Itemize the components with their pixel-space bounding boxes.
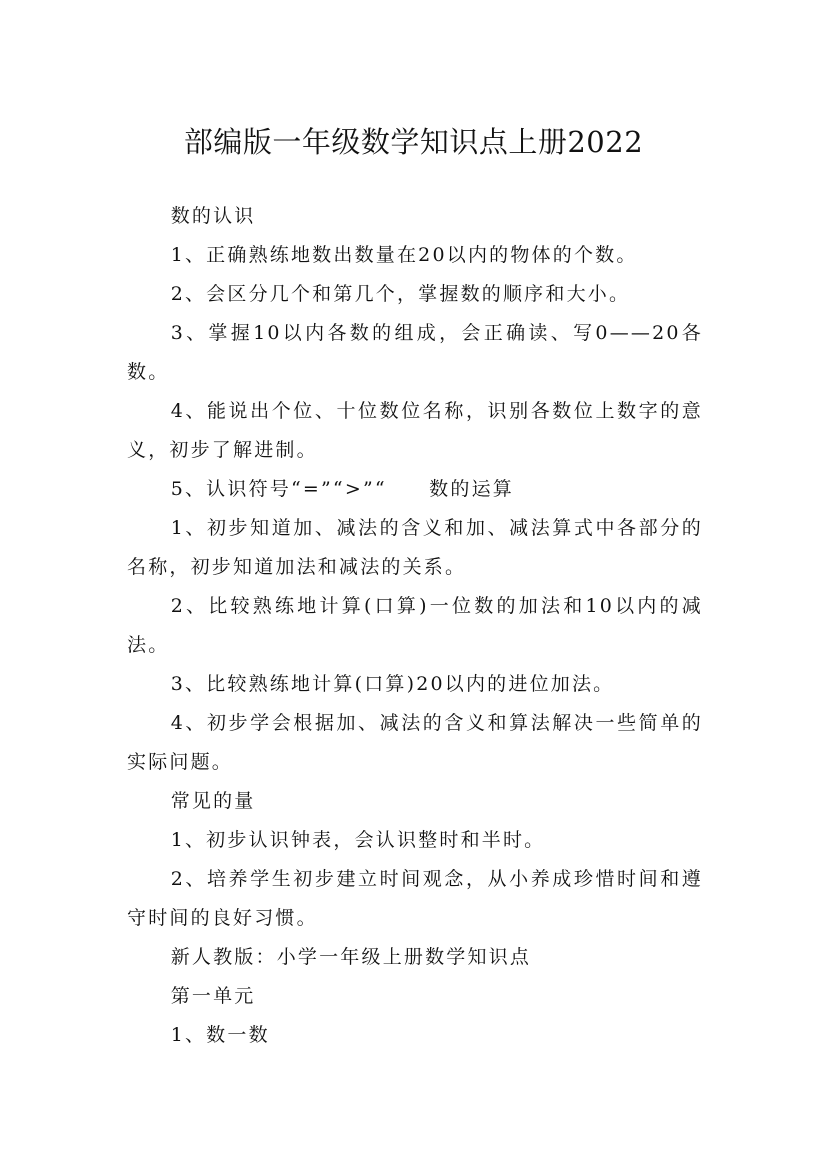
paragraph-subtitle: 新人教版：小学一年级上册数学知识点 (170, 946, 532, 968)
paragraph-section-common-quantities: 常见的量 (170, 790, 256, 812)
paragraph: 1、正确熟练地数出数量在20以内的物体的个数。 (170, 244, 638, 266)
paragraph: 1、初步知道加、减法的含义和加、减法算式中各部分的名称，初步知道加法和减法的关系。 (127, 517, 703, 578)
paragraph: 2、会区分几个和第几个，掌握数的顺序和大小。 (170, 283, 631, 305)
paragraph: 4、能说出个位、十位数位名称，识别各数位上数字的意义，初步了解进制。 (127, 400, 703, 461)
paragraph: 3、比较熟练地计算(口算)20以内的进位加法。 (170, 673, 615, 695)
paragraph: 3、掌握10以内各数的组成，会正确读、写0——20各数。 (127, 322, 703, 383)
paragraph: 4、初步学会根据加、减法的含义和算法解决一些简单的实际问题。 (127, 712, 703, 773)
paragraph: 1、数一数 (170, 1024, 270, 1046)
document-body (127, 197, 703, 1055)
paragraph-section-number-recognition: 数的认识 (170, 205, 256, 227)
paragraph: 1、初步认识钟表，会认识整时和半时。 (170, 829, 546, 851)
paragraph: 5、认识符号“=”“>”“ 数的运算 (170, 478, 514, 500)
paragraph-unit-heading: 第一单元 (170, 985, 256, 1007)
paragraph: 2、培养学生初步建立时间观念，从小养成珍惜时间和遵守时间的良好习惯。 (127, 868, 703, 929)
document-title: 部编版一年级数学知识点上册2022 (183, 125, 644, 160)
paragraph: 2、比较熟练地计算(口算)一位数的加法和10以内的减法。 (127, 595, 703, 656)
